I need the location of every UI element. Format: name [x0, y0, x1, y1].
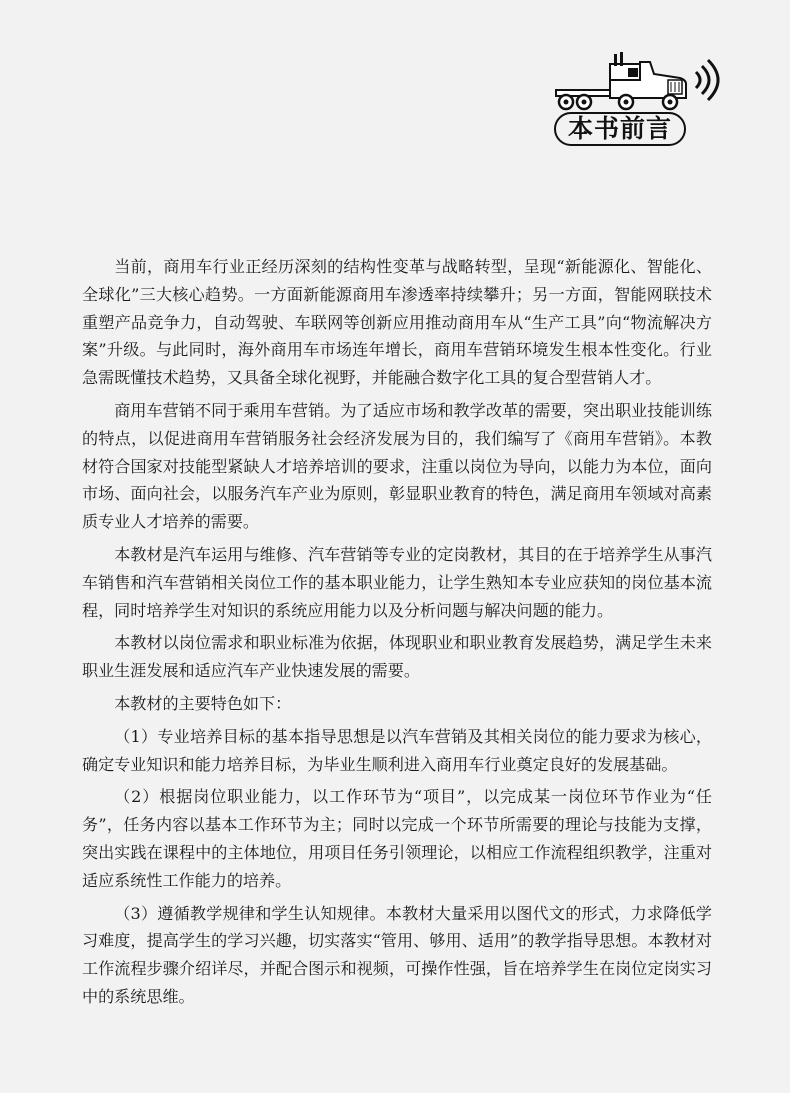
- truck-icon: [548, 50, 748, 120]
- paragraph: （1）专业培养目标的基本指导思想是以汽车营销及其相关岗位的能力要求为核心，确定专业知识和能力培养目标，为毕业生顺利进入商用车行业奠定良好的发展基础。: [82, 726, 712, 774]
- paragraph: （3）遵循教学规律和学生认知规律。本教材大量采用以图代文的形式，力求降低学习难度，提高学生的学习兴趣，切实落实“管用、够用、适用”的教学指导思想。本教材对工作流程步骤介绍详尽，并配合图示和视频，可操作性强，旨在培养学生在岗位定岗实习中的系统思维。: [82, 903, 712, 1006]
- paragraph: 当前，商用车行业正经历深刻的结构性变革与战略转型，呈现“新能源化、智能化、全球化”三大核心趋势。一方面新能源商用车渗透率持续攀升；另一方面，智能网联技术重塑产品竞争力，自动驾驶、车联网等创新应用推动商用车从“生产工具”向“物流解决方案”升级。与此同时，海外商用车市场连年增长，商用车营销环境发生根本性变化。行业急需既懂技术趋势，又具备全球化视野，并能融合数字化工具的复合型营销人才。: [82, 257, 712, 388]
- paragraph: （2）根据岗位职业能力，以工作环节为“项目”，以完成某一岗位环节作业为“任务”，任务内容以基本工作环节为主；同时以完成一个环节所需要的理论与技能为支撑，突出实践在课程中的主体地位，用项目任务引领理论，以相应工作流程组织教学，注重对适应系统性工作能力的培养。: [82, 787, 712, 890]
- preface-body: [82, 253, 712, 1016]
- header-logo: [548, 50, 748, 150]
- paragraph: 本教材的主要特色如下：: [114, 693, 292, 713]
- paragraph: 本教材是汽车运用与维修、汽车营销等专业的定岗教材，其目的在于培养学生从事汽车销售和汽车营销相关岗位工作的基本职业能力，让学生熟知本专业应获知的岗位基本流程，同时培养学生对知识的系统应用能力以及分析问题与解决问题的能力。: [82, 544, 712, 620]
- paragraph: 本教材以岗位需求和职业标准为依据，体现职业和职业教育发展趋势，满足学生未来职业生涯发展和适应汽车产业快速发展的需要。: [82, 633, 712, 681]
- paragraph: 商用车营销不同于乘用车营销。为了适应市场和教学改革的需要，突出职业技能训练的特点，以促进商用车营销服务社会经济发展为目的，我们编写了《商用车营销》。本教材符合国家对技能型紧缺人才培养培训的要求，注重以岗位为导向，以能力为本位，面向市场、面向社会，以服务汽车产业为原则，彰显职业教育的特色，满足商用车领域对高素质专业人才培养的需要。: [82, 400, 712, 532]
- page-title: 本书前言: [554, 112, 686, 146]
